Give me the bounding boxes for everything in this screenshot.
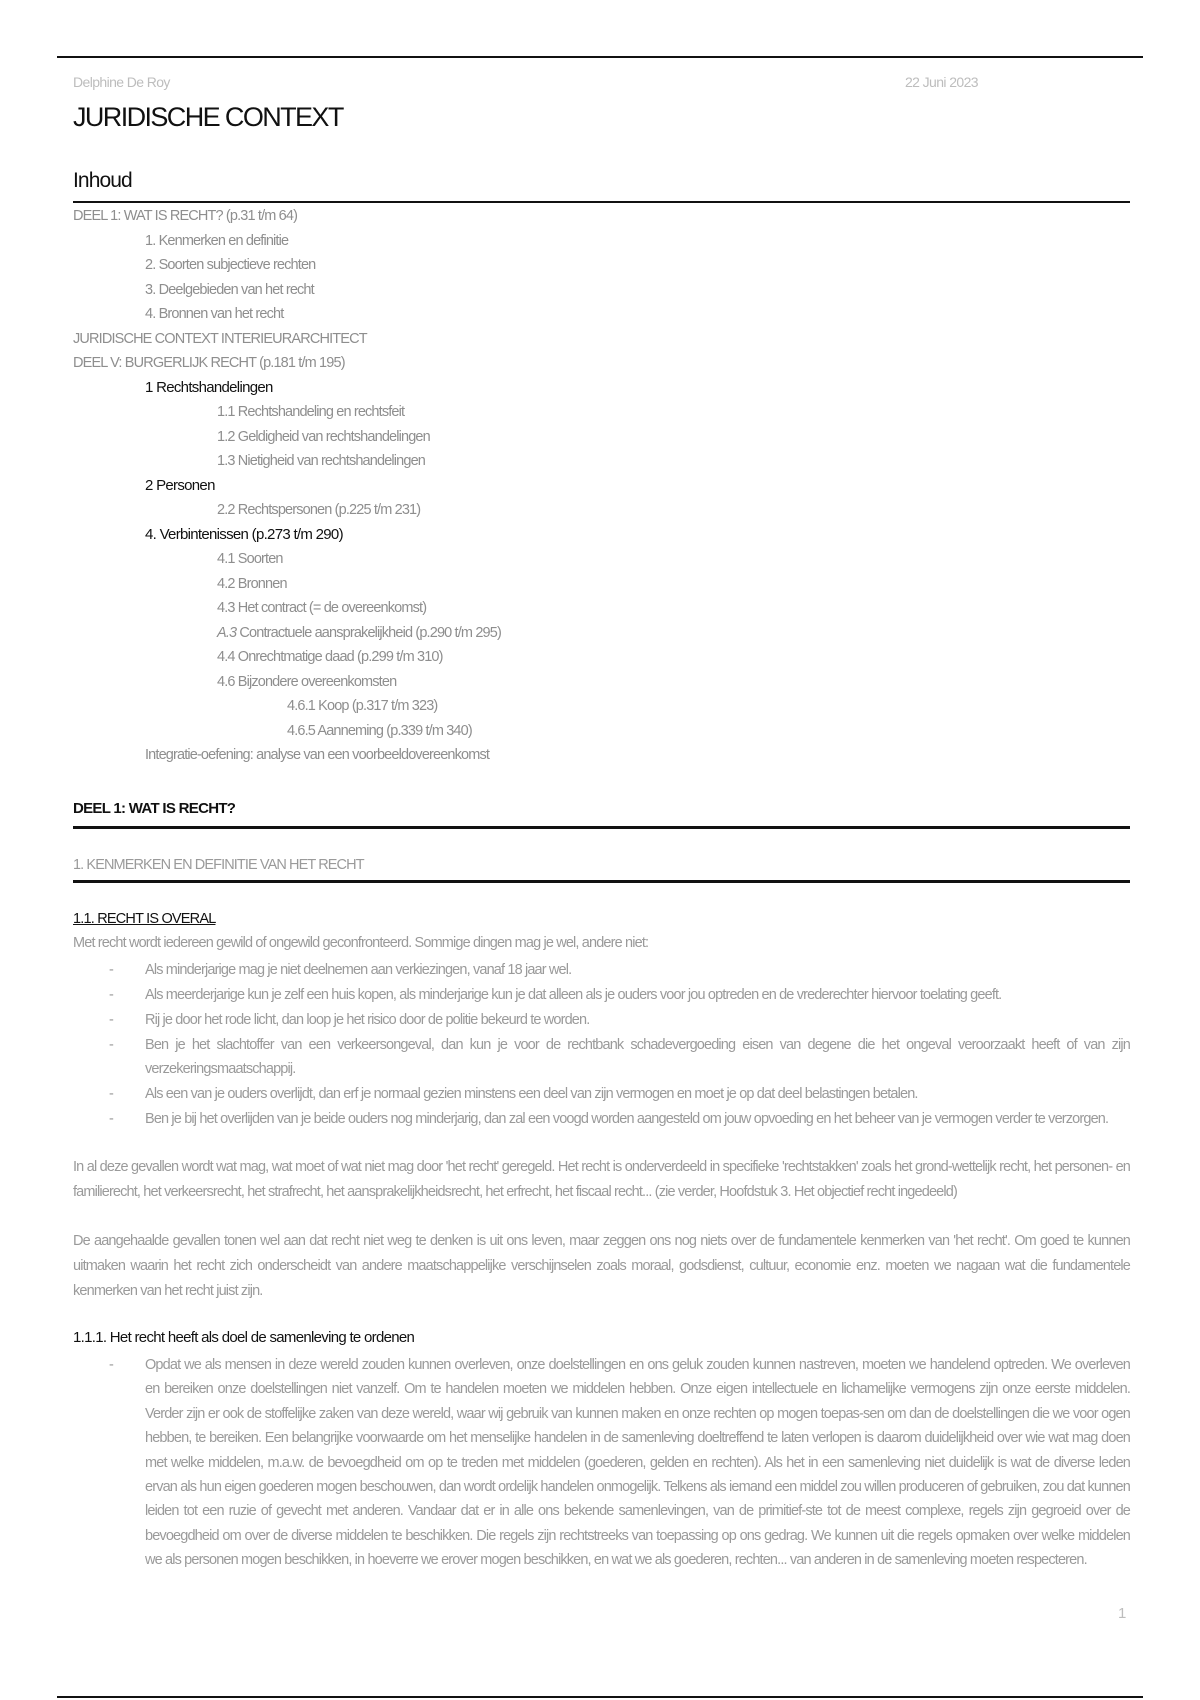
list-item-text: Ben je het slachtoffer van een verkeersongeval, dan kun je voor de rechtbank schadevergoeding eisen van degene die het ongeval veroorzaakt heeft of van zijn verzekeringsmaatschappij.: [145, 1037, 1130, 1077]
list-item: [73, 1107, 1130, 1131]
toc-item: Integratie-oefening: analyse van een voorbeeldovereenkomst: [145, 747, 490, 763]
paragraph: In al deze gevallen wordt wat mag, wat moet of wat niet mag door 'het recht' geregeld. Het recht is onderverdeeld in specifieke 'rechtstakken' zoals het grond-wettelijk recht, het personen- en familierecht, het verkeersrecht, het strafrecht, het aansprakelijkheidsrecht, het erfrecht, het fiscaal recht... (zie verder, Hoofdstuk 3. Het objectief recht ingedeeld): [73, 1159, 1130, 1200]
toc-item: 4.1 Soorten: [217, 551, 283, 567]
chapter-heading: 1. KENMERKEN EN DEFINITIE VAN HET RECHT: [73, 857, 364, 873]
toc-item: A.3 Contractuele aansprakelijkheid (p.290 t/m 295): [217, 624, 501, 641]
toc-rule: [73, 201, 1130, 203]
subsection-heading: 1.1.1. Het recht heeft als doel de samenleving te ordenen: [73, 1329, 415, 1346]
list-item-text: Als minderjarige mag je niet deelnemen aan verkiezingen, vanaf 18 jaar wel.: [145, 962, 572, 978]
bullet-dash: -: [109, 962, 113, 978]
part-rule: [73, 826, 1130, 829]
toc-item: 1 Rechtshandelingen: [145, 378, 273, 396]
author-name: Delphine De Roy: [73, 74, 170, 90]
toc-item: 4.2 Bronnen: [217, 575, 287, 592]
bullet-dash: -: [109, 1111, 113, 1127]
bullet-dash: -: [109, 1086, 113, 1102]
toc-item: 1.1 Rechtshandeling en rechtsfeit: [217, 404, 405, 420]
toc-item: DEEL 1: WAT IS RECHT? (p.31 t/m 64): [73, 208, 298, 224]
toc-item: 4.6 Bijzondere overeenkomsten: [217, 673, 397, 690]
toc-item: 1.2 Geldigheid van rechtshandelingen: [217, 428, 430, 445]
list-item: [73, 1008, 1130, 1032]
list-item-text: Rij je door het rode licht, dan loop je het risico door de politie bekeurd te worden.: [145, 1012, 590, 1028]
section-heading: 1.1. RECHT IS OVERAL: [73, 911, 216, 927]
page-top-rule: [57, 56, 1143, 58]
table-of-contents: [73, 204, 1133, 768]
toc-item: DEEL V: BURGERLIJK RECHT (p.181 t/m 195): [73, 355, 345, 371]
toc-item: 4.3 Het contract (= de overeenkomst): [217, 600, 427, 616]
toc-item: 4. Verbintenissen (p.273 t/m 290): [145, 525, 343, 543]
page-number: 1: [1118, 1605, 1127, 1622]
subsection-bullet: [73, 1353, 1130, 1573]
bullet-dash: -: [109, 1012, 113, 1028]
list-item-text: Als meerderjarige kun je zelf een huis kopen, als minderjarige kun je dat alleen als je ouders voor jou optreden en de vrederechter hiervoor toelating geeft.: [145, 987, 1002, 1003]
toc-item: 2. Soorten subjectieve rechten: [145, 257, 316, 273]
toc-heading: Inhoud: [73, 169, 132, 192]
list-item: [73, 1082, 1130, 1106]
toc-item: 4.6.5 Aanneming (p.339 t/m 340): [287, 722, 472, 739]
list-item-text: Als een van je ouders overlijdt, dan erf je normaal gezien minstens een deel van zijn vermogen en moet je op dat deel belastingen betalen.: [145, 1086, 918, 1102]
chapter-rule: [73, 880, 1130, 883]
intro-paragraph: Met recht wordt iedereen gewild of ongewild geconfronteerd. Sommige dingen mag je wel, andere niet:: [73, 935, 649, 951]
toc-item: 1. Kenmerken en definitie: [145, 232, 289, 249]
toc-item: 2 Personen: [145, 476, 215, 494]
bullet-dash: -: [109, 1357, 113, 1373]
list-item-text: Ben je bij het overlijden van je beide ouders nog minderjarig, dan zal een voogd worden aangesteld om jouw opvoeding en het beheer van je vermogen verder te verzorgen.: [145, 1111, 1109, 1127]
list-item: [73, 1033, 1130, 1081]
document-title: JURIDISCHE CONTEXT: [73, 102, 343, 132]
toc-item: 4.4 Onrechtmatige daad (p.299 t/m 310): [217, 649, 443, 665]
page-bottom-rule: [57, 1696, 1143, 1698]
toc-item: 4. Bronnen van het recht: [145, 306, 284, 322]
toc-item: 4.6.1 Koop (p.317 t/m 323): [287, 698, 438, 714]
toc-item: 2.2 Rechtspersonen (p.225 t/m 231): [217, 502, 421, 518]
toc-item: 3. Deelgebieden van het recht: [145, 281, 314, 298]
subsection-bullet-text: Opdat we als mensen in deze wereld zouden kunnen overleven, onze doelstellingen en ons geluk zouden kunnen nastreven, moeten we handelend optreden. We overleven en bereiken onze doelstellingen niet vanzelf. Om te handelen moeten we middelen hebben. Onze eigen intellectuele en lichamelijke vermogens zijn onze eerste middelen. Verder zijn er ook de stoffelijke zaken van deze wereld, waar wij gebruik van kunnen maken en onze rechten op mogen toepas-sen om dan de doelstellingen die we voor ogen hebben, te bereiken. Een belangrijke voorwaarde om het menselijke handelen in de samenleving doeltreffend te laten verlopen is daarom duidelijkheid over wie wat mag doen met welke middelen, m.a.w. de bevoegdheid om op te treden met middelen (goederen, gelden en rechten). Als het in een samenleving niet duidelijk is wat de diverse leden ervan als hun eigen goederen mogen beschouwen, dan wordt ordelijk handelen onmogelijk. Telkens als iemand een middel zou willen produceren of gebruiken, zou dat kunnen leiden tot een ruzie of gevecht met anderen. Vandaar dat er in alle ons bekende samenlevingen, van de primitief-ste tot de meest complexe, regels zijn gegroeid over de bevoegdheid om over de diverse middelen te beschikken. Die regels zijn rechtstreeks van toepassing op ons gedrag. We kunnen uit die regels opmaken over welke middelen we als personen mogen beschikken, in hoeverre we erover mogen beschikken, en wat we als goederen, rechten... van anderen in de samenleving moeten respecteren.: [145, 1357, 1130, 1569]
bullet-dash: -: [109, 1037, 113, 1053]
part-heading: DEEL 1: WAT IS RECHT?: [73, 800, 236, 817]
bullet-dash: -: [109, 987, 113, 1003]
paragraph: De aangehaalde gevallen tonen wel aan dat recht niet weg te denken is uit ons leven, maar zeggen ons nog niets over de fundamentele kenmerken van 'het recht'. Om goed te kunnen uitmaken waarin het recht zich onderscheidt van andere maatschappelijke verschijnselen zoals moraal, godsdienst, cultuur, economie enz. moeten we nagaan wat die fundamentele kenmerken van het recht juist zijn.: [73, 1233, 1130, 1299]
example-list: [73, 958, 1130, 1132]
list-item: [73, 958, 1130, 982]
toc-item: 1.3 Nietigheid van rechtshandelingen: [217, 453, 426, 469]
toc-item: JURIDISCHE CONTEXT INTERIEURARCHITECT: [73, 330, 367, 347]
list-item: [73, 983, 1130, 1007]
document-date: 22 Juni 2023: [905, 74, 978, 90]
